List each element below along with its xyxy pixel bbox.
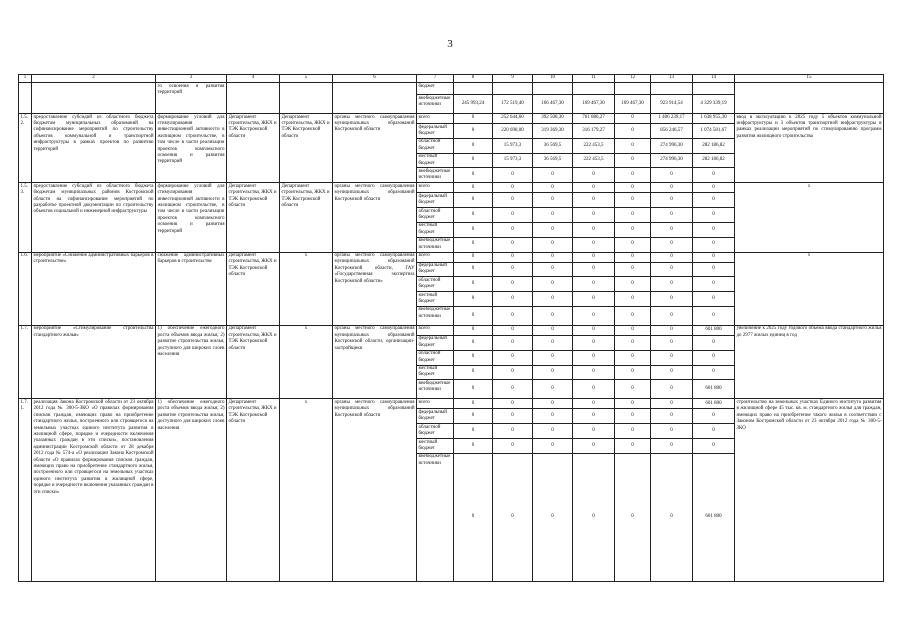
participants (333, 83, 417, 114)
funding-value: 0 (493, 168, 533, 183)
column-number: 6 (333, 75, 417, 83)
column-number: 14 (693, 75, 735, 83)
funding-value: 0 (493, 365, 533, 380)
funding-value: 0 (573, 424, 615, 439)
co-executor: Департамент строительства, ЖКХ и ТЭК Костромской области (280, 183, 333, 252)
co-executor: х (280, 252, 333, 325)
funding-value: 0 (493, 453, 533, 581)
funding-value: 0 (454, 350, 493, 365)
funding-value: 0 (693, 409, 735, 424)
participants: органы местного самоуправления муниципальных образований Костромской области, ГАУ «Государственная экспертиза Костромской области» (333, 252, 417, 325)
funding-value: 0 (573, 350, 615, 365)
funding-value: 0 (493, 183, 533, 193)
measure-name: предоставление субсидий из областного бюджета бюджетам муниципальных районов Костромской области на софинансирование мероприятий по разработке проектной документации по строительству объектов социальной и инженерной инфраструктуры (32, 183, 156, 252)
participants: органы местного самоуправления муниципальных образований Костромской области (333, 399, 417, 581)
measure-name: реализация Закона Костромской области от 23 октября 2012 года № 300-5-ЗКО «О правилах формирования списков граждан, имеющих право на приобретение стандартного жилья, построенного или строящегося на земельных участках единого института развития в жилищной сфере, порядке и очередности включения указанных граждан в эти списки», постановления администрации Костромской области от 28 декабря 2012 года № 574-а «О реализации Закона Костромской области «О правилах формирования списков граждан, имеющих право на приобретение стандартного жилья, построенного или строящегося на земельных участках единого института развития в жилищной сфере, порядке и очередности включения указанных граждан в эти списки» (32, 399, 156, 581)
measure-number: 1.7. (19, 325, 32, 398)
funding-value: 0 (493, 325, 533, 335)
table-row (19, 83, 884, 95)
responsible-executor: Департамент строительства, ЖКХ и ТЭК Костромской области (227, 325, 280, 398)
funding-value: 0 (573, 380, 615, 399)
funding-value: 0 (615, 153, 651, 168)
funding-value: 0 (454, 237, 493, 252)
funding-value: 0 (454, 380, 493, 399)
funding-value: 0 (573, 453, 615, 581)
expected-result: ввод в эксплуатацию к 2025 году 5 объектов коммунальной инфраструктуры и 3 объектов транспортной инфраструктуры в рамках реализации мероприятий по стимулированию программ развития жилищного строительства (735, 114, 884, 183)
funding-value: 0 (454, 114, 493, 124)
co-executor: х (280, 325, 333, 398)
funding-value: 0 (693, 237, 735, 252)
column-number: 2 (32, 75, 156, 83)
funding-value: 0 (693, 168, 735, 183)
funding-value: 0 (533, 222, 573, 237)
funding-value: 0 (651, 365, 693, 380)
funding-value: 0 (533, 409, 573, 424)
funding-value: 0 (533, 453, 573, 581)
funding-source: внебюджетные источники (417, 380, 454, 399)
funding-value: 0 (533, 183, 573, 193)
funding-value: 0 (454, 208, 493, 223)
measure-goal: 1) обеспечение ежегодного роста объемов ввода жилья; 2) развитие строительства жилья, доступного для широких слоев населения (156, 325, 227, 398)
measure-goal: снижение административных барьеров в строительстве (156, 252, 227, 325)
funding-value: 0 (651, 350, 693, 365)
measure-number: 1.5.2. (19, 114, 32, 183)
funding-value: 0 (573, 277, 615, 292)
expected-result: строительство на земельных участках Единого института развития в жилищной сфере 45 тыс. кв. м. стандартного жилья для граждан, имеющих право на приобретение такого жилья в соответствии с Законом Костромской области от 23 октября 2012 года № 300-5-ЗКО (735, 399, 884, 581)
funding-value: 0 (615, 292, 651, 307)
column-number: 8 (454, 75, 493, 83)
funding-value: 166 467,30 (533, 95, 573, 114)
responsible-executor: Департамент строительства, ЖКХ и ТЭК Костромской области (227, 114, 280, 183)
funding-value: 0 (615, 424, 651, 439)
funding-value: 0 (573, 168, 615, 183)
column-number: 4 (227, 75, 280, 83)
funding-value (533, 83, 573, 95)
column-number: 7 (417, 75, 454, 83)
responsible-executor: Департамент строительства, ЖКХ и ТЭК Костромской области (227, 399, 280, 581)
funding-value: 282 186,82 (693, 138, 735, 153)
column-number-row (19, 75, 884, 83)
responsible-executor: Департамент строительства, ЖКХ и ТЭК Костромской области (227, 183, 280, 252)
measure-name (32, 83, 156, 114)
funding-value: 1 406 239,17 (651, 114, 693, 124)
funding-source: областной бюджет (417, 208, 454, 223)
funding-value: 0 (651, 439, 693, 454)
column-number: 10 (533, 75, 573, 83)
funding-value: 0 (533, 168, 573, 183)
funding-source: внебюджетные источники (417, 237, 454, 252)
funding-value: 0 (454, 409, 493, 424)
funding-value: 0 (493, 439, 533, 454)
funding-value: 0 (533, 335, 573, 350)
funding-value: 0 (615, 138, 651, 153)
table-row (19, 114, 884, 124)
funding-value: 0 (533, 350, 573, 365)
measure-number: 1.7.1. (19, 399, 32, 581)
funding-value: 0 (693, 208, 735, 223)
funding-value: 222 453,5 (573, 138, 615, 153)
measure-name: предоставление субсидий из областного бюджета бюджетам муниципальных образований на софинансирование мероприятий по строительству объектов коммунальной и транспортной инфраструктуры в рамках проектов по развитию территорий (32, 114, 156, 183)
funding-value: 0 (573, 237, 615, 252)
funding-value: 0 (533, 325, 573, 335)
column-number: 11 (573, 75, 615, 83)
expected-result (735, 83, 884, 114)
funding-value: 0 (651, 306, 693, 325)
measure-name: мероприятие «Стимулирование строительства стандартного жилья» (32, 325, 156, 398)
funding-value: 601 800 (693, 380, 735, 399)
funding-value: 15 973,3 (493, 138, 533, 153)
funding-value: 0 (651, 453, 693, 581)
funding-value: 0 (573, 208, 615, 223)
funding-value: 0 (493, 380, 533, 399)
funding-value: 0 (615, 114, 651, 124)
funding-value: 274 996,30 (651, 153, 693, 168)
funding-value: 0 (533, 439, 573, 454)
co-executor: х (280, 399, 333, 581)
funding-value: 169 467,30 (615, 95, 651, 114)
funding-value: 274 996,30 (651, 138, 693, 153)
funding-value: 0 (573, 365, 615, 380)
funding-source: местный бюджет (417, 439, 454, 454)
funding-value: 0 (454, 365, 493, 380)
participants: органы местного самоуправления муниципальных образований Костромской области (333, 183, 417, 252)
funding-value: 0 (493, 409, 533, 424)
funding-value: 0 (651, 193, 693, 208)
expected-result: х (735, 183, 884, 252)
funding-source: всего (417, 252, 454, 262)
funding-value: 0 (693, 439, 735, 454)
funding-value: 0 (573, 252, 615, 262)
funding-value: 0 (651, 277, 693, 292)
responsible-executor: Департамент строительства, ЖКХ и ТЭК Костромской области (227, 252, 280, 325)
funding-value: 0 (454, 292, 493, 307)
funding-value: 0 (533, 237, 573, 252)
funding-value: 172 519,40 (493, 95, 533, 114)
measure-goal: 1) обеспечение ежегодного роста объемов ввода жилья; 2) развитие строительства жилья, доступного для широких слоев населения (156, 399, 227, 581)
funding-value: 0 (573, 183, 615, 193)
funding-value: 0 (454, 222, 493, 237)
funding-value: 0 (615, 124, 651, 139)
funding-source: внебюджетные источники (417, 95, 454, 114)
funding-source: местный бюджет (417, 365, 454, 380)
funding-source: всего (417, 183, 454, 193)
funding-value: 0 (651, 237, 693, 252)
funding-source: бюджет (417, 83, 454, 95)
funding-value: 0 (651, 409, 693, 424)
column-number: 15 (735, 75, 884, 83)
funding-value: 0 (493, 262, 533, 277)
funding-value: 169 467,30 (573, 95, 615, 114)
funding-value: 0 (493, 237, 533, 252)
funding-source: внебюджетные источники (417, 168, 454, 183)
funding-value: 1 638 955,30 (693, 114, 735, 124)
funding-value: 0 (533, 193, 573, 208)
funding-value: 0 (615, 409, 651, 424)
expected-result: увеличение к 2025 году годового объема ввода стандартного жилья до 2977 жилых единиц в год (735, 325, 884, 398)
funding-source: федеральный бюджет (417, 262, 454, 277)
table-row (19, 252, 884, 262)
funding-value: 0 (615, 168, 651, 183)
measure-goal: го освоения и развития территорий (156, 83, 227, 114)
funding-value: 0 (573, 399, 615, 409)
funding-value: 0 (573, 306, 615, 325)
funding-source: внебюджетные источники (417, 453, 454, 581)
funding-value: 0 (454, 262, 493, 277)
funding-value: 0 (615, 277, 651, 292)
funding-value: 0 (693, 292, 735, 307)
funding-value: 222 453,5 (573, 153, 615, 168)
funding-value: 0 (573, 292, 615, 307)
funding-value: 252 644,60 (493, 114, 533, 124)
funding-value: 0 (573, 222, 615, 237)
funding-value: 0 (693, 183, 735, 193)
funding-value: 0 (493, 399, 533, 409)
funding-value: 0 (651, 380, 693, 399)
funding-value: 0 (454, 124, 493, 139)
funding-value: 0 (573, 262, 615, 277)
table-row (19, 183, 884, 193)
funding-source: всего (417, 114, 454, 124)
funding-value: 245 993,24 (454, 95, 493, 114)
funding-value: 0 (454, 335, 493, 350)
funding-source: федеральный бюджет (417, 335, 454, 350)
funding-value: 0 (573, 409, 615, 424)
measure-goal: формирование условий для стимулирования инвестиционной активности в жилищном строительстве, в том числе в части реализации проектов комплексного освоения и развития территорий (156, 183, 227, 252)
funding-value: 0 (615, 222, 651, 237)
funding-value: 0 (533, 208, 573, 223)
funding-value: 0 (615, 325, 651, 335)
funding-value: 0 (493, 252, 533, 262)
participants: органы местного самоуправления муниципальных образований Костромской области, организации-застройщики (333, 325, 417, 398)
funding-value: 0 (615, 350, 651, 365)
funding-source: местный бюджет (417, 292, 454, 307)
funding-value: 0 (615, 183, 651, 193)
funding-value: 0 (693, 350, 735, 365)
funding-value: 0 (493, 193, 533, 208)
column-number: 5 (280, 75, 333, 83)
funding-value: 0 (615, 306, 651, 325)
co-executor: Департамент строительства, ЖКХ и ТЭК Костромской области (280, 114, 333, 183)
funding-value: 0 (693, 424, 735, 439)
funding-value: 0 (493, 350, 533, 365)
funding-value: 0 (693, 365, 735, 380)
funding-value: 0 (693, 193, 735, 208)
funding-value: 0 (651, 252, 693, 262)
funding-value: 761 086,27 (573, 114, 615, 124)
funding-value: 0 (493, 277, 533, 292)
table-row (19, 399, 884, 409)
funding-value: 0 (651, 222, 693, 237)
funding-value: 0 (493, 222, 533, 237)
funding-source: всего (417, 399, 454, 409)
funding-value: 15 973,3 (493, 153, 533, 168)
measure-number: 1.5.3. (19, 183, 32, 252)
funding-value (651, 83, 693, 95)
funding-value: 0 (493, 292, 533, 307)
funding-value: 1 074 581,67 (693, 124, 735, 139)
funding-value: 0 (533, 365, 573, 380)
funding-value: 0 (651, 168, 693, 183)
funding-value: 0 (533, 424, 573, 439)
funding-value: 856 246,57 (651, 124, 693, 139)
funding-value: 0 (573, 439, 615, 454)
funding-source: областной бюджет (417, 138, 454, 153)
funding-value: 0 (615, 399, 651, 409)
funding-value: 0 (651, 335, 693, 350)
funding-value: 0 (615, 262, 651, 277)
program-measures-table (18, 74, 884, 582)
funding-value: 0 (454, 252, 493, 262)
funding-source: областной бюджет (417, 277, 454, 292)
funding-value: 601 800 (693, 453, 735, 581)
responsible-executor (227, 83, 280, 114)
measure-name: мероприятие «Снижение административных барьеров в строительстве» (32, 252, 156, 325)
funding-value: 0 (454, 183, 493, 193)
funding-value: 0 (693, 335, 735, 350)
funding-value: 0 (693, 306, 735, 325)
participants: органы местного самоуправления муниципальных образований Костромской области (333, 114, 417, 183)
funding-source: федеральный бюджет (417, 124, 454, 139)
funding-value: 0 (693, 277, 735, 292)
column-number: 13 (651, 75, 693, 83)
funding-value: 392 508,30 (533, 114, 573, 124)
funding-source: федеральный бюджет (417, 409, 454, 424)
funding-value: 0 (615, 453, 651, 581)
funding-value: 0 (533, 306, 573, 325)
funding-value: 0 (454, 325, 493, 335)
measure-number: 1.6. (19, 252, 32, 325)
funding-value: 0 (651, 424, 693, 439)
funding-source: всего (417, 325, 454, 335)
funding-value: 923 914,54 (651, 95, 693, 114)
funding-value: 0 (615, 365, 651, 380)
funding-value (454, 83, 493, 95)
funding-value: 220 698,00 (493, 124, 533, 139)
funding-value: 0 (651, 325, 693, 335)
measure-goal: формирование условий для стимулирования инвестиционной активности в жилищном строительстве, в том числе в части реализации проектов комплексного освоения и развития территорий (156, 114, 227, 183)
funding-value: 36 569,5 (533, 138, 573, 153)
funding-value: 0 (493, 208, 533, 223)
funding-value: 0 (533, 399, 573, 409)
funding-value: 0 (454, 193, 493, 208)
co-executor (280, 83, 333, 114)
measure-number (19, 83, 32, 114)
funding-source: местный бюджет (417, 153, 454, 168)
funding-source: областной бюджет (417, 424, 454, 439)
column-number: 1 (19, 75, 32, 83)
funding-value: 0 (454, 439, 493, 454)
funding-value: 0 (493, 335, 533, 350)
funding-value: 0 (533, 252, 573, 262)
funding-value: 319 369,30 (533, 124, 573, 139)
funding-value: 601 800 (693, 325, 735, 335)
funding-value: 0 (615, 237, 651, 252)
funding-value: 36 569,5 (533, 153, 573, 168)
funding-value: 0 (454, 306, 493, 325)
funding-value: 0 (493, 424, 533, 439)
funding-value (615, 83, 651, 95)
funding-value: 0 (573, 335, 615, 350)
funding-value (573, 83, 615, 95)
funding-source: федеральный бюджет (417, 193, 454, 208)
page-number: 3 (447, 38, 453, 50)
funding-source: местный бюджет (417, 222, 454, 237)
column-number: 3 (156, 75, 227, 83)
funding-value: 0 (493, 306, 533, 325)
funding-value: 0 (615, 208, 651, 223)
expected-result: х (735, 252, 884, 325)
funding-value: 0 (573, 325, 615, 335)
funding-value: 0 (454, 453, 493, 581)
funding-value: 0 (615, 439, 651, 454)
funding-value: 0 (651, 292, 693, 307)
funding-value: 0 (615, 193, 651, 208)
funding-value: 0 (651, 208, 693, 223)
funding-value: 0 (573, 193, 615, 208)
funding-value (493, 83, 533, 95)
funding-source: внебюджетные источники (417, 306, 454, 325)
table-row (19, 325, 884, 335)
funding-value: 0 (615, 252, 651, 262)
funding-value: 601 800 (693, 399, 735, 409)
funding-value: 0 (651, 262, 693, 277)
funding-value: 0 (454, 277, 493, 292)
funding-value: 0 (533, 292, 573, 307)
column-number: 12 (615, 75, 651, 83)
funding-value: 0 (533, 262, 573, 277)
funding-value: 0 (533, 277, 573, 292)
column-number: 9 (493, 75, 533, 83)
funding-value: 0 (454, 168, 493, 183)
funding-value: 0 (454, 399, 493, 409)
funding-value: 0 (454, 138, 493, 153)
funding-value: 0 (693, 222, 735, 237)
funding-value: 4 329 339,19 (693, 95, 735, 114)
funding-value: 282 186,82 (693, 153, 735, 168)
funding-value: 316 179,27 (573, 124, 615, 139)
funding-value: 0 (615, 335, 651, 350)
funding-value: 0 (651, 183, 693, 193)
funding-value: 0 (693, 262, 735, 277)
funding-value: 0 (454, 153, 493, 168)
funding-value (693, 83, 735, 95)
funding-value: 0 (454, 424, 493, 439)
funding-value: 0 (693, 252, 735, 262)
funding-value: 0 (533, 380, 573, 399)
funding-source: областной бюджет (417, 350, 454, 365)
funding-value: 0 (615, 380, 651, 399)
funding-value: 0 (651, 399, 693, 409)
